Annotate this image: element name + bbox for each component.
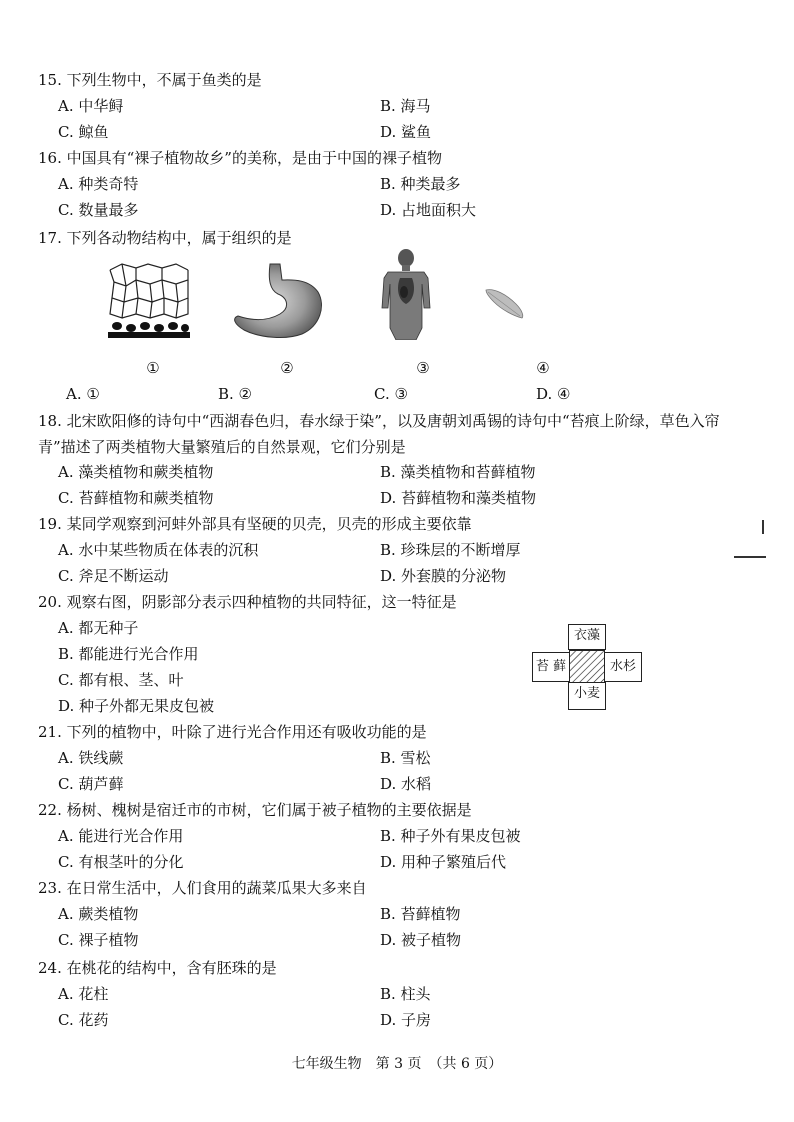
q17-option-b: B. ②: [218, 385, 253, 403]
q23-option-c: C. 裸子植物: [58, 931, 139, 949]
q23-option-d: D. 被子植物: [380, 931, 462, 949]
question-20-stem: 20. 观察右图，阴影部分表示四种植物的共同特征，这一特征是: [38, 593, 457, 611]
q15-option-b: B. 海马: [380, 97, 431, 115]
figure-label-2: ②: [280, 359, 294, 377]
q21-option-d: D. 水稻: [380, 775, 432, 793]
q15-option-a: A. 中华鲟: [58, 97, 124, 115]
figure-label-1: ①: [146, 359, 160, 377]
q18-option-c: C. 苔藓植物和蕨类植物: [58, 489, 214, 507]
q16-option-c: C. 数量最多: [58, 201, 139, 219]
question-21-stem: 21. 下列的植物中，叶除了进行光合作用还有吸收功能的是: [38, 723, 427, 741]
diagram-cell-bottom: 小麦: [568, 682, 606, 710]
q16-option-a: A. 种类奇特: [58, 175, 139, 193]
question-16-stem: 16. 中国具有“裸子植物故乡”的美称，是由于中国的裸子植物: [38, 149, 442, 167]
q18-option-d: D. 苔藓植物和藻类植物: [380, 489, 537, 507]
leaf-fragment-figure: [484, 284, 526, 320]
q15-option-c: C. 鲸鱼: [58, 123, 109, 141]
q21-option-b: B. 雪松: [380, 749, 431, 767]
q19-option-c: C. 斧足不断运动: [58, 567, 169, 585]
question-23-stem: 23. 在日常生活中，人们食用的蔬菜瓜果大多来自: [38, 879, 367, 897]
q18-option-a: A. 藻类植物和蕨类植物: [58, 463, 214, 481]
question-19-stem: 19. 某同学观察到河蚌外部具有坚硬的贝壳，贝壳的形成主要依靠: [38, 515, 472, 533]
q20-option-c: C. 都有根、茎、叶: [58, 671, 184, 689]
epithelial-tissue-figure: [108, 262, 190, 338]
margin-tick: [762, 520, 764, 534]
q22-option-c: C. 有根茎叶的分化: [58, 853, 184, 871]
q22-option-b: B. 种子外有果皮包被: [380, 827, 521, 845]
question-18-stem: 18. 北宋欧阳修的诗句中“西湖春色归，春水绿于染”，以及唐朝刘禹锡的诗句中“苔痕上阶绿，草色入帘青”描述了两类植物大量繁殖后的自然景观，它们分别是: [38, 412, 720, 456]
stomach-figure: [230, 262, 326, 340]
figure-label-3: ③: [416, 359, 430, 377]
q19-option-d: D. 外套膜的分泌物: [380, 567, 507, 585]
diagram-cell-right: 水杉: [604, 652, 642, 682]
page-footer: 七年级生物 第 3 页 （共 6 页）: [291, 1056, 503, 1072]
q20-option-a: A. 都无种子: [58, 619, 139, 637]
q23-option-b: B. 苔藓植物: [380, 905, 461, 923]
question-17-stem: 17. 下列各动物结构中，属于组织的是: [38, 229, 292, 247]
q24-option-b: B. 柱头: [380, 985, 431, 1003]
q17-option-d: D. ④: [536, 385, 571, 403]
question-22-stem: 22. 杨树、槐树是宿迁市的市树，它们属于被子植物的主要依据是: [38, 801, 472, 819]
q18-option-b: B. 藻类植物和苔藓植物: [380, 463, 536, 481]
q23-option-a: A. 蕨类植物: [58, 905, 139, 923]
q15-option-d: D. 鲨鱼: [380, 123, 432, 141]
margin-line: [734, 556, 766, 558]
q22-option-a: A. 能进行光合作用: [58, 827, 184, 845]
q21-option-a: A. 铁线蕨: [58, 749, 124, 767]
q21-option-c: C. 葫芦藓: [58, 775, 124, 793]
q22-option-d: D. 用种子繁殖后代: [380, 853, 507, 871]
q17-option-c: C. ③: [374, 385, 408, 403]
question-24-stem: 24. 在桃花的结构中，含有胚珠的是: [38, 959, 277, 977]
q24-option-a: A. 花柱: [58, 985, 109, 1003]
diagram-cell-left: 苔 藓: [532, 652, 570, 682]
q19-option-b: B. 珍珠层的不断增厚: [380, 541, 521, 559]
q17-option-a: A. ①: [66, 385, 100, 403]
q24-option-c: C. 花药: [58, 1011, 109, 1029]
q20-option-b: B. 都能进行光合作用: [58, 645, 199, 663]
q20-option-d: D. 种子外都无果皮包被: [58, 697, 215, 715]
plant-features-diagram: [532, 624, 642, 710]
diagram-cell-top: 衣藻: [568, 624, 606, 650]
q24-option-d: D. 子房: [380, 1011, 432, 1029]
figure-label-4: ④: [536, 359, 550, 377]
human-body-figure: [378, 248, 434, 340]
question-15-stem: 15. 下列生物中，不属于鱼类的是: [38, 71, 262, 89]
q19-option-a: A. 水中某些物质在体表的沉积: [58, 541, 259, 559]
q16-option-d: D. 占地面积大: [380, 201, 477, 219]
q16-option-b: B. 种类最多: [380, 175, 461, 193]
hatched-center-icon: [569, 650, 605, 683]
